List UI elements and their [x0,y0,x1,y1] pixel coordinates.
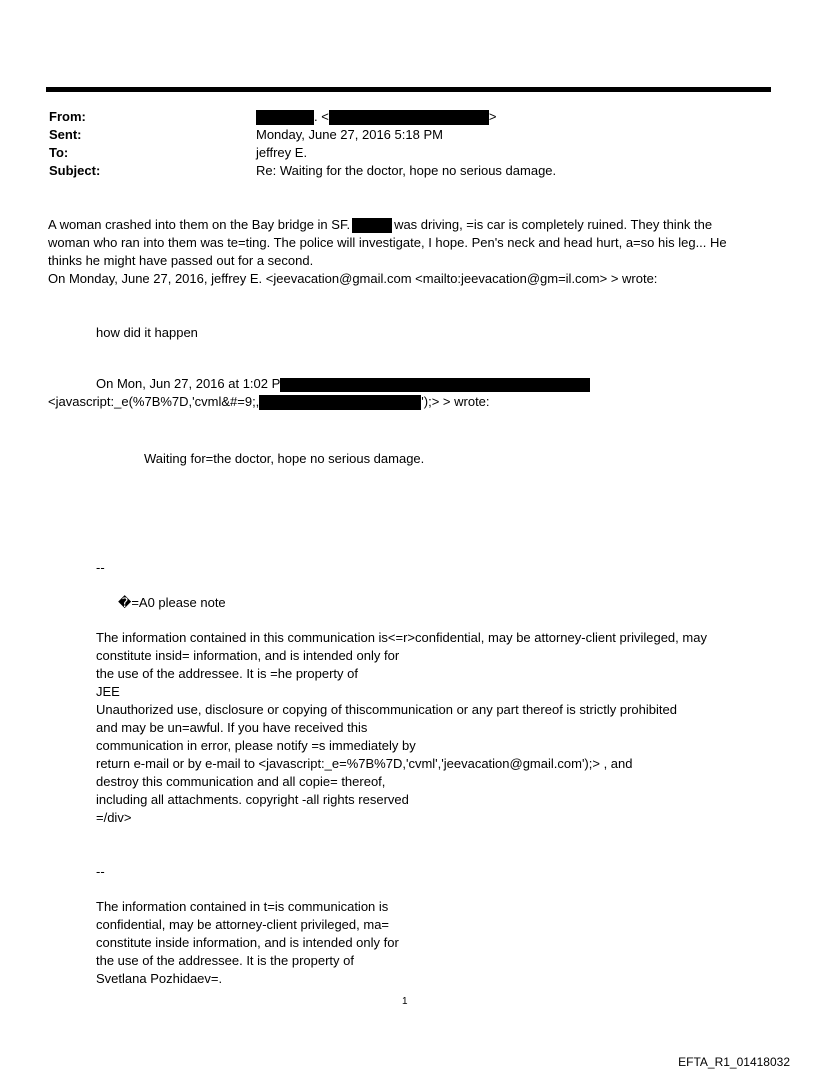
disclaimer-line: the use of the addressee. It is =he property of [96,666,358,681]
disclaimer-line: including all attachments. copyright -all rights reserved [96,792,409,807]
quoted-header-text: ');> > wrote: [421,394,490,409]
disclaimer-line: the use of the addressee. It is the property of [96,953,354,968]
signature-separator: -- [96,560,105,575]
quoted-header-line [96,375,590,393]
original-message: Waiting for=the doctor, hope no serious damage. [144,451,425,466]
body-line: On Monday, June 27, 2016, jeffrey E. <jeevacation@gmail.com <mailto:jeevacation@gm=il.com> > wrote: [48,271,658,286]
body-text: was driving, =is car is completely ruined. They think the [394,217,713,232]
disclaimer-line: constitute inside information, and is intended only for [96,935,399,950]
redaction-bar [280,378,590,392]
disclaimer-line: confidential, may be attorney-client privileged, ma= [96,917,390,932]
redaction-bar [352,218,392,233]
to-value: jeffrey E. [256,145,308,160]
redaction-bar [259,395,421,410]
disclaimer-line: Svetlana Pozhidaev=. [96,971,223,986]
signature-separator: -- [96,864,105,879]
disclaimer-line: return e-mail or by e-mail to <javascript:_e=%7B%7D,'cvml','jeevacation@gmail.com');> , and [96,756,633,771]
disclaimer-line: and may be un=awful. If you have received this [96,720,368,735]
message-body [48,216,778,288]
sent-label: Sent: [49,127,82,142]
from-separator-open: . < [314,109,329,124]
from-label: From: [49,109,86,124]
disclaimer-line: constitute insid= information, and is intended only for [96,648,400,663]
page-number: 1 [402,996,408,1007]
from-value [256,108,496,126]
disclaimer-line: destroy this communication and all copie= thereof, [96,774,386,789]
disclaimer-line: The information contained in t=is communication is [96,899,389,914]
header-rule [46,87,771,92]
subject-value: Re: Waiting for the doctor, hope no serious damage. [256,163,557,178]
document-id: EFTA_R1_01418032 [678,1055,790,1069]
redaction-bar [256,110,314,125]
to-label: To: [49,145,69,160]
please-note: �=A0 please note [118,595,226,610]
quoted-reply: how did it happen [96,325,198,340]
subject-label: Subject: [49,163,101,178]
disclaimer-line: JEE [96,684,120,699]
disclaimer-block [96,898,399,988]
body-text: A woman crashed into them on the Bay bridge in SF. [48,217,351,232]
quoted-header-text: <javascript:_e(%7B%7D,'cvml&#=9;, [48,394,260,409]
quoted-header-line [48,393,490,411]
quoted-header-text: On Mon, Jun 27, 2016 at 1:02 P [96,376,281,391]
from-separator-close: > [488,109,497,124]
disclaimer-block [96,629,707,827]
body-line [48,216,778,234]
sent-value: Monday, June 27, 2016 5:18 PM [256,127,443,142]
body-line: woman who ran into them was te=ting. The police will investigate, I hope. Pen's neck and head hurt, a=so his leg... He [48,235,727,250]
body-line: thinks he might have passed out for a second. [48,253,314,268]
redaction-bar [329,110,489,125]
disclaimer-line: Unauthorized use, disclosure or copying of thiscommunication or any part thereof is strictly prohibited [96,702,677,717]
disclaimer-line: The information contained in this communication is<=r>confidential, may be attorney-client privileged, may [96,630,707,645]
disclaimer-line: communication in error, please notify =s immediately by [96,738,416,753]
disclaimer-line: =/div> [96,810,132,825]
